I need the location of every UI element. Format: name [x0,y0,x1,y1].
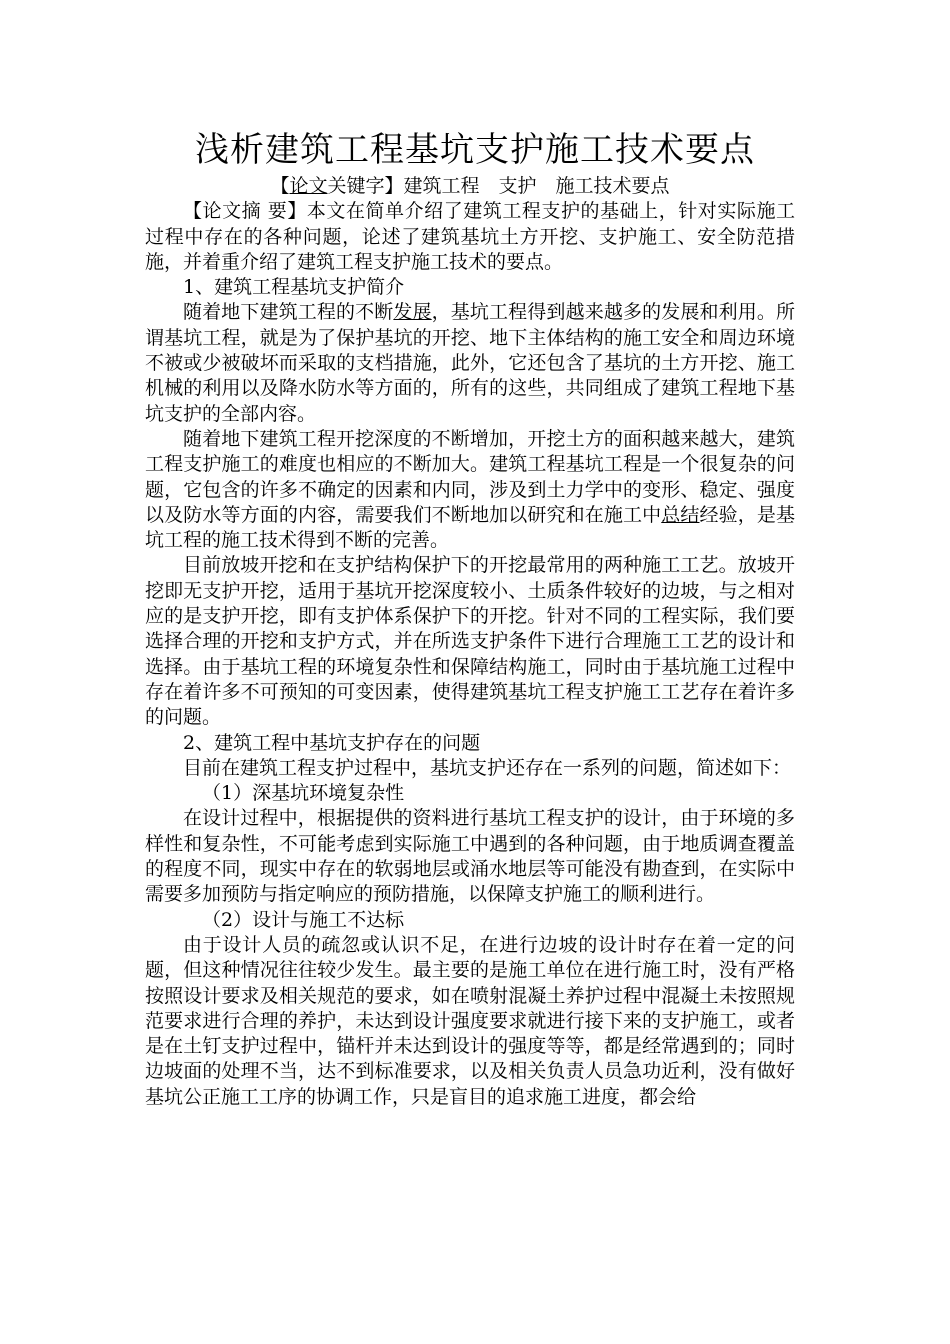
document-body [145,174,795,1110]
subsection-1-heading: （1）深基坑环境复杂性 [202,782,405,805]
subsection-2-paragraph: 由于设计人员的疏忽或认识不足，在进行边坡的设计时存在着一定的问题，但这种情况往往较少发生。最主要的是施工单位在进行施工时，没有严格按照设计要求及相关规范的要求，如在喷射混凝土养护过程中混凝土未按照规范要求进行合理的养护，未达到设计强度要求就进行接下来的支护施工，或者是在土钉支护过程中，锚杆并未达到设计的强度等等，都是经常遇到的；同时边坡面的处理不当，达不到标准要求，以及相关负责人员急功近利，没有做好基坑公正施工工序的协调工作，只是盲目的追求施工进度，都会给 [145,933,795,1108]
keywords-line [145,174,795,199]
keywords-link[interactable]: 论文 [289,175,328,197]
summary-link[interactable]: 总结 [661,503,700,526]
section-1-paragraph-2 [145,427,795,553]
section-1-paragraph-1 [145,300,795,426]
paragraph-text: 经验，是基坑工程的施工技术得到不断的完善。 [145,503,795,552]
document-title: 浅析建筑工程基坑支护施工技术要点 [195,130,755,170]
paragraph-text: 随着地下建筑工程开挖深度的不断增加，开挖土方的面积越来越大，建筑工程支护施工的难度也相应的不断加大。建筑工程基坑工程是一个很复杂的问题，它包含的许多不确定的因素和内同，涉及到土力学中的变形、稳定、强度以及防水等方面的内容，需要我们不断地加以研究和在施工中 [145,427,795,526]
section-1-heading: 1、建筑工程基坑支护简介 [183,276,405,299]
subsection-1-paragraph: 在设计过程中，根据提供的资料进行基坑工程支护的设计，由于环境的多样性和复杂性，不可能考虑到实际施工中遇到的各种问题，由于地质调查覆盖的程度不同，现实中存在的软弱地层或涌水地层等可能没有勘查到，在实际中需要多加预防与指定响应的预防措施，以保障支护施工的顺利进行。 [145,807,795,906]
keywords-open-bracket: 【 [270,175,290,197]
paragraph-text: ，基坑工程得到越来越多的发展和利用。所谓基坑工程，就是为了保护基坑的开挖、地下主体结构的施工安全和周边环境不被或少被破坏而采取的支档措施，此外，它还包含了基坑的土方开挖、施工机械的利用以及降水防水等方面的，所有的这些，共同组成了建筑工程地下基坑支护的全部内容。 [145,301,795,425]
section-2-paragraph-1: 目前在建筑工程支护过程中，基坑支护还存在一系列的问题，简述如下： [183,756,792,779]
section-1-paragraph-3: 目前放坡开挖和在支护结构保护下的开挖最常用的两种施工工艺。放坡开挖即无支护开挖，适用于基坑开挖深度较小、土质条件较好的边坡，与之相对应的是支护开挖，即有支护体系保护下的开挖。针对不同的工程实际，我们要选择合理的开挖和支护方式，并在所选支护条件下进行合理施工工艺的设计和选择。由于基坑工程的环境复杂性和保障结构施工，同时由于基坑施工过程中存在着许多不可预知的可变因素，使得建筑基坑工程支护施工工艺存在着许多的问题。 [145,554,795,729]
abstract-paragraph: 【论文摘 要】本文在简单介绍了建筑工程支护的基础上，针对实际施工过程中存在的各种问题，论述了建筑基坑土方开挖、支护施工、安全防范措施，并着重介绍了建筑工程支护施工技术的要点。 [145,200,795,273]
development-link[interactable]: 发展 [393,301,432,324]
subsection-2-heading: （2）设计与施工不达标 [202,908,405,931]
paragraph-text: 随着地下建筑工程的不断 [183,301,394,324]
section-2-heading: 2、建筑工程中基坑支护存在的问题 [183,731,481,754]
keywords-text: 关键字】建筑工程 支护 施工技术要点 [327,175,670,197]
